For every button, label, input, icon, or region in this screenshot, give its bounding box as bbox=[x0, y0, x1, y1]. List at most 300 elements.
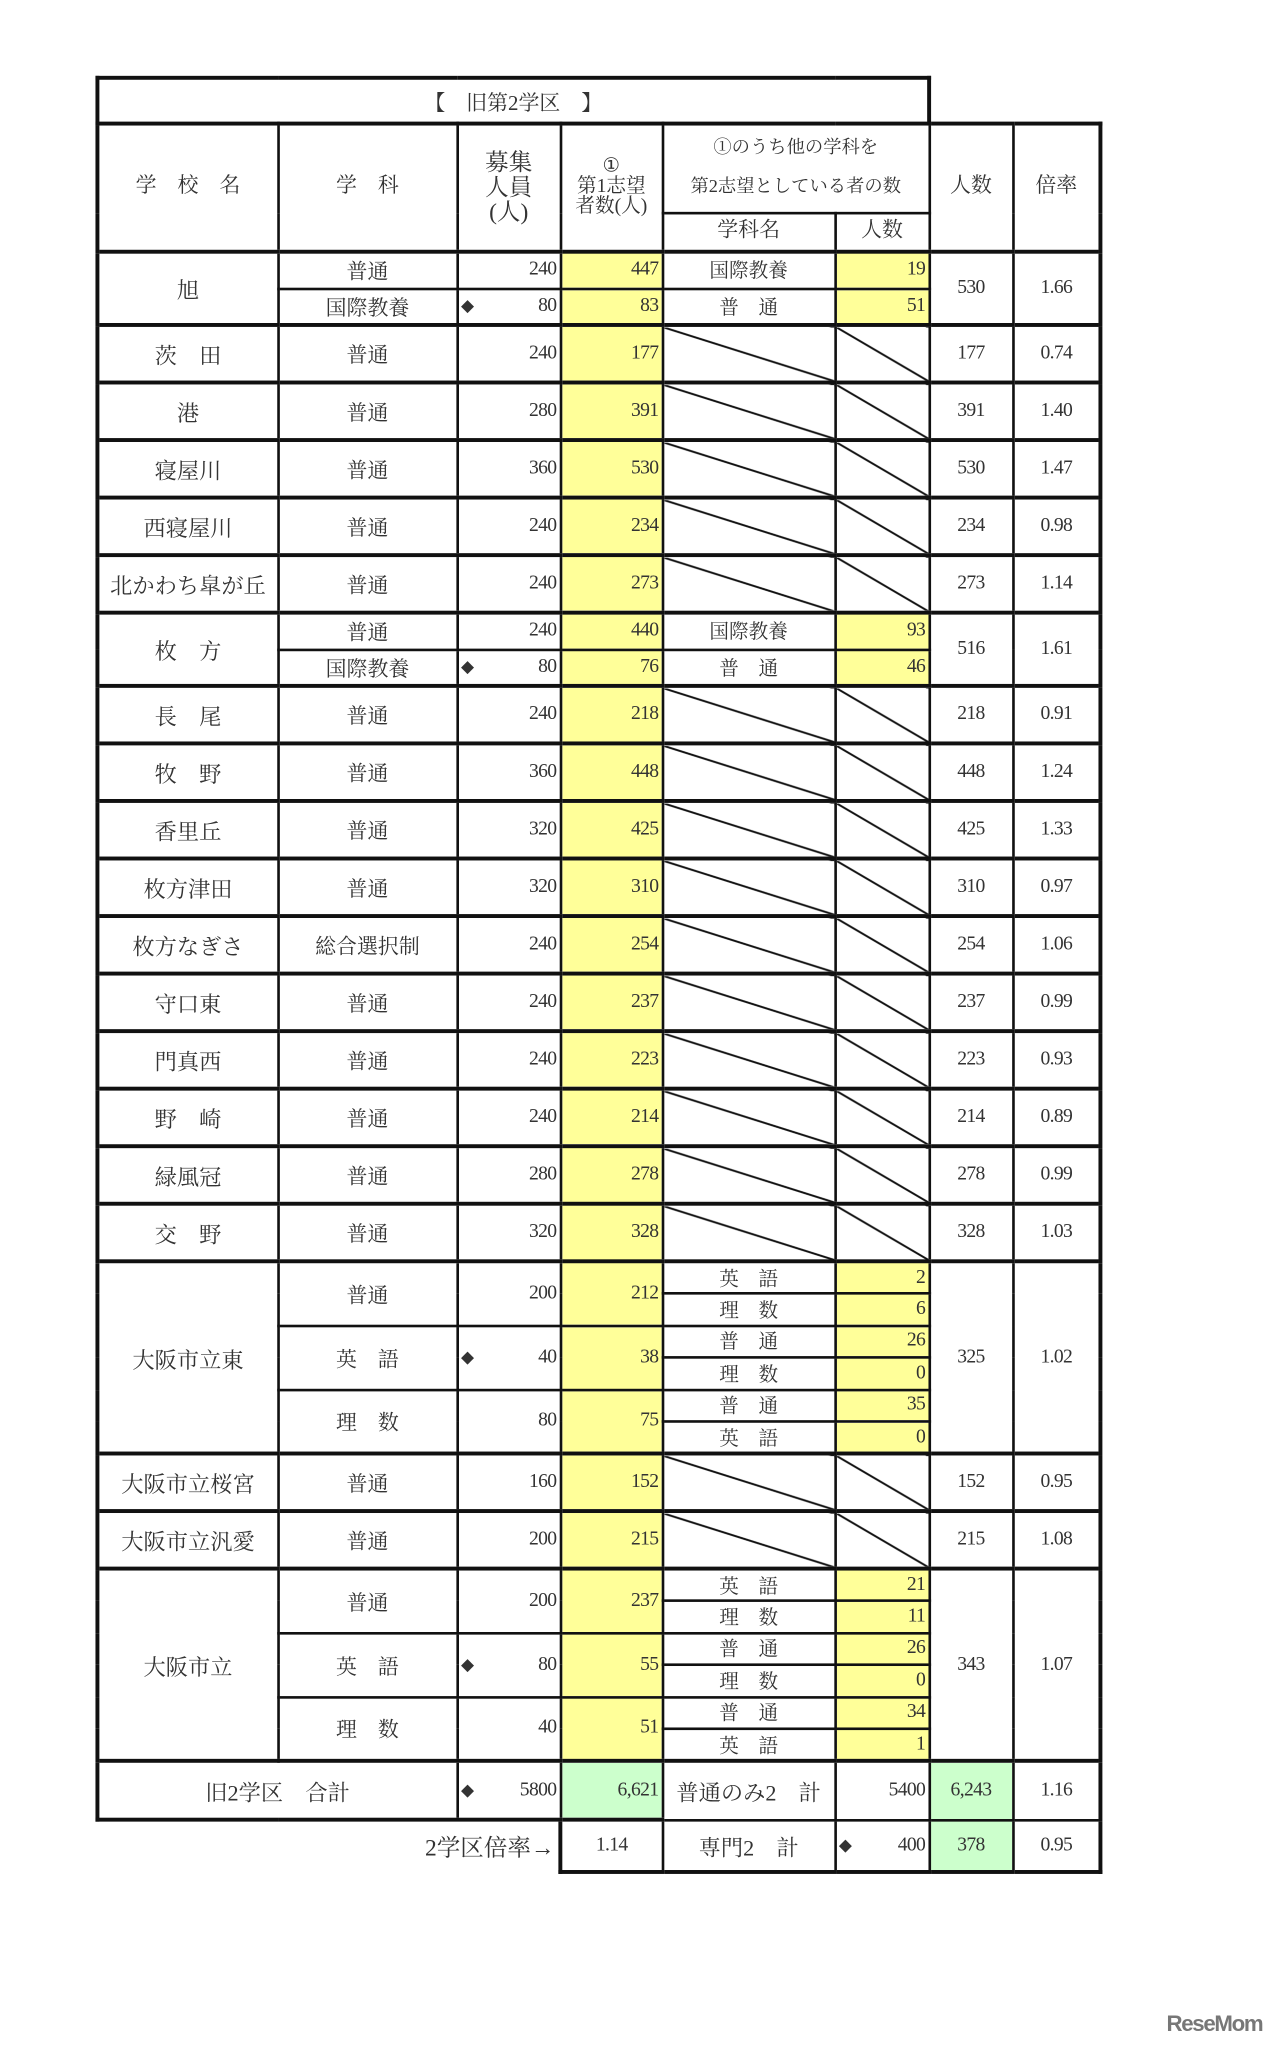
header-second-count: 人数 bbox=[835, 213, 929, 252]
first-choice-count-text: 83 bbox=[640, 295, 659, 317]
second-choice-count bbox=[835, 613, 929, 650]
second-choice-count-text: 35 bbox=[906, 1394, 926, 1416]
total-count bbox=[929, 743, 1013, 801]
first-choice-count bbox=[560, 1633, 662, 1697]
school-name bbox=[97, 1511, 277, 1569]
total-count bbox=[929, 1454, 1013, 1512]
dept-name bbox=[278, 440, 457, 498]
second-choice-count bbox=[835, 1293, 929, 1325]
dept-name-text: 普通 bbox=[346, 763, 389, 786]
capacity bbox=[457, 383, 560, 441]
total-count-text: 310 bbox=[957, 876, 985, 898]
table-row bbox=[97, 325, 1100, 383]
school-name-text: 大阪市立汎愛 bbox=[121, 1530, 255, 1555]
total-count-text: 273 bbox=[957, 572, 985, 594]
special-label-text: 専門2 計 bbox=[698, 1835, 799, 1861]
second-choice-dept bbox=[662, 288, 835, 325]
capacity-text: 240 bbox=[528, 1106, 557, 1128]
capacity-text: 320 bbox=[528, 876, 557, 898]
second-choice-count-text: 51 bbox=[906, 295, 926, 317]
general-capacity bbox=[835, 1761, 929, 1820]
school-name-text: 枚 方 bbox=[154, 639, 222, 665]
second-choice-none bbox=[662, 440, 835, 498]
ratio-text: 1.61 bbox=[1040, 638, 1073, 660]
school-name-text: 野 崎 bbox=[154, 1107, 222, 1133]
school-name-text: 守口東 bbox=[154, 992, 222, 1018]
table-row bbox=[97, 1261, 1100, 1293]
school-name bbox=[97, 325, 277, 383]
second-choice-count bbox=[835, 1421, 929, 1453]
dept-name bbox=[278, 613, 457, 650]
dept-name-text: 普通 bbox=[346, 1166, 389, 1189]
second-choice-dept bbox=[662, 1729, 835, 1761]
total-count-text: 530 bbox=[957, 457, 985, 479]
capacity-text: 40 bbox=[538, 1346, 557, 1368]
first-choice-count-text: 310 bbox=[630, 876, 659, 898]
ratio-text: 0.74 bbox=[1040, 342, 1073, 364]
school-name-text: 枚方なぎさ bbox=[132, 935, 244, 960]
dept-name-text: 普通 bbox=[346, 261, 389, 285]
capacity-text: 200 bbox=[528, 1528, 557, 1550]
ratio bbox=[1013, 1454, 1101, 1512]
first-choice-count bbox=[560, 743, 662, 801]
total-count-text: 254 bbox=[957, 933, 985, 955]
header-ratio: 倍率 bbox=[1013, 124, 1101, 252]
first-choice-count-text: 218 bbox=[630, 703, 659, 725]
dept-name bbox=[278, 1697, 457, 1761]
capacity bbox=[457, 288, 560, 325]
second-choice-dept bbox=[662, 1325, 835, 1357]
table-row bbox=[97, 252, 1100, 289]
special-total-text: 378 bbox=[957, 1834, 985, 1856]
ratio-text: 1.06 bbox=[1040, 933, 1073, 955]
first-choice-count bbox=[560, 1389, 662, 1453]
school-name-text: 北かわち皐が丘 bbox=[110, 574, 266, 599]
second-count-none bbox=[835, 801, 929, 859]
capacity-text: 320 bbox=[528, 818, 557, 840]
special-ratio-text: 0.95 bbox=[1040, 1834, 1073, 1856]
second-choice-count bbox=[835, 1601, 929, 1633]
resemom-logo: ReseMom bbox=[1166, 2011, 1263, 2037]
total-count-text: 214 bbox=[957, 1106, 985, 1128]
ratio-text: 1.14 bbox=[1040, 572, 1073, 594]
table-row bbox=[97, 1089, 1100, 1147]
first-choice-count bbox=[560, 1261, 662, 1325]
first-choice-count bbox=[560, 916, 662, 974]
school-name-text: 港 bbox=[176, 401, 200, 427]
dept-name-text: 普通 bbox=[346, 517, 389, 541]
first-choice-count-text: 447 bbox=[630, 259, 659, 281]
first-choice-count bbox=[560, 288, 662, 325]
dept-name bbox=[278, 1569, 457, 1633]
second-choice-count-text: 34 bbox=[906, 1701, 926, 1723]
table-row bbox=[97, 440, 1100, 498]
total-count bbox=[929, 1146, 1013, 1204]
general-capacity-text: 5400 bbox=[888, 1779, 926, 1801]
table-row bbox=[97, 974, 1100, 1032]
total-count bbox=[929, 1089, 1013, 1147]
first-choice-count bbox=[560, 974, 662, 1032]
capacity bbox=[457, 1325, 560, 1389]
second-choice-dept-text: 国際教養 bbox=[709, 261, 788, 283]
first-choice-count-text: 448 bbox=[630, 761, 659, 783]
second-choice-dept-text: 普 通 bbox=[719, 1704, 779, 1726]
dept-name-text: 普通 bbox=[346, 345, 389, 368]
second-choice-count bbox=[835, 288, 929, 325]
second-choice-count bbox=[835, 1261, 929, 1293]
table-row bbox=[97, 1569, 1100, 1601]
first-choice-count bbox=[560, 325, 662, 383]
school-name bbox=[97, 743, 277, 801]
school-name bbox=[97, 1261, 277, 1453]
general-total-text: 6,243 bbox=[950, 1779, 992, 1801]
dept-name bbox=[278, 1633, 457, 1697]
second-choice-none bbox=[662, 1511, 835, 1569]
second-count-none bbox=[835, 325, 929, 383]
dept-name bbox=[278, 916, 457, 974]
ratio-text: 0.97 bbox=[1040, 876, 1073, 898]
second-choice-count-text: 19 bbox=[906, 259, 926, 281]
first-choice-count-text: 223 bbox=[630, 1048, 659, 1070]
school-name-text: 西寝屋川 bbox=[143, 516, 233, 542]
ratio-text: 1.33 bbox=[1040, 818, 1073, 840]
first-choice-count bbox=[560, 1569, 662, 1633]
second-choice-none bbox=[662, 1454, 835, 1512]
dept-name bbox=[278, 1511, 457, 1569]
dept-name-text: 理 数 bbox=[336, 1412, 399, 1435]
dept-name-text: 普通 bbox=[346, 575, 389, 598]
second-count-none bbox=[835, 974, 929, 1032]
blank-cell bbox=[929, 78, 1100, 124]
first-choice-count bbox=[560, 498, 662, 556]
total-count bbox=[929, 440, 1013, 498]
dept-name-text: 普通 bbox=[346, 706, 389, 729]
capacity bbox=[457, 1511, 560, 1569]
first-choice-count-text: 152 bbox=[630, 1471, 659, 1493]
table-row bbox=[97, 613, 1100, 650]
district-ratio-label-text: 2学区倍率→ bbox=[425, 1835, 555, 1862]
totals-label bbox=[97, 1761, 457, 1820]
first-choice-count-text: 177 bbox=[630, 342, 659, 364]
second-choice-count-text: 1 bbox=[916, 1733, 926, 1755]
ratio bbox=[1013, 440, 1101, 498]
second-choice-dept bbox=[662, 1601, 835, 1633]
second-choice-none bbox=[662, 1089, 835, 1147]
diamond-marker: ◆ bbox=[460, 1653, 474, 1674]
table-row bbox=[97, 555, 1100, 613]
second-choice-dept-text: 普 通 bbox=[719, 297, 779, 319]
first-choice-count-text: 55 bbox=[640, 1653, 659, 1675]
table-row bbox=[97, 1031, 1100, 1089]
capacity bbox=[457, 801, 560, 859]
general-label bbox=[662, 1761, 835, 1820]
ratio-text: 1.07 bbox=[1040, 1653, 1073, 1675]
total-count bbox=[929, 974, 1013, 1032]
ratio-text: 0.91 bbox=[1040, 703, 1073, 725]
capacity bbox=[457, 1569, 560, 1633]
table-row bbox=[97, 859, 1100, 917]
school-name-text: 門真西 bbox=[154, 1050, 222, 1075]
capacity-text: 280 bbox=[528, 1163, 557, 1185]
second-count-none bbox=[835, 555, 929, 613]
second-choice-count-text: 21 bbox=[906, 1573, 926, 1595]
ratio-text: 0.99 bbox=[1040, 1163, 1073, 1185]
header-capacity: 募集 人員 (人) bbox=[457, 124, 560, 252]
second-count-none bbox=[835, 498, 929, 556]
first-choice-count-text: 38 bbox=[640, 1346, 659, 1368]
second-count-none bbox=[835, 859, 929, 917]
capacity-text: 200 bbox=[528, 1282, 557, 1304]
total-count-text: 177 bbox=[957, 342, 985, 364]
totals-capacity-text: 5800 bbox=[519, 1779, 557, 1801]
table-row bbox=[97, 916, 1100, 974]
school-name-text: 茨 田 bbox=[154, 343, 222, 369]
second-choice-count bbox=[835, 252, 929, 289]
school-name-text: 枚方津田 bbox=[143, 877, 233, 903]
second-choice-dept-text: 英 語 bbox=[719, 1269, 779, 1291]
capacity bbox=[457, 1146, 560, 1204]
diamond-marker: ◆ bbox=[460, 1346, 474, 1366]
table-row bbox=[97, 801, 1100, 859]
table-row bbox=[97, 1454, 1100, 1512]
header-dept: 学 科 bbox=[278, 124, 457, 252]
school-name bbox=[97, 1454, 277, 1512]
total-count bbox=[929, 613, 1013, 686]
first-choice-count-text: 328 bbox=[630, 1221, 659, 1243]
capacity-text: 160 bbox=[528, 1471, 557, 1493]
second-choice-dept bbox=[662, 1293, 835, 1325]
second-count-none bbox=[835, 743, 929, 801]
first-choice-count-text: 214 bbox=[630, 1106, 659, 1128]
totals-first-choice-text: 6,621 bbox=[617, 1779, 659, 1801]
ratio-text: 0.98 bbox=[1040, 515, 1073, 537]
second-choice-dept-text: 英 語 bbox=[719, 1735, 779, 1757]
capacity bbox=[457, 859, 560, 917]
second-count-none bbox=[835, 1204, 929, 1262]
capacity-text: 240 bbox=[528, 572, 557, 594]
first-choice-count-text: 425 bbox=[630, 818, 659, 840]
table-row bbox=[97, 743, 1100, 801]
special-total bbox=[929, 1820, 1013, 1872]
first-choice-count-text: 237 bbox=[630, 991, 659, 1013]
second-choice-dept bbox=[662, 649, 835, 686]
total-count bbox=[929, 1569, 1013, 1761]
second-choice-none bbox=[662, 325, 835, 383]
capacity-text: 320 bbox=[528, 1221, 557, 1243]
total-count-text: 530 bbox=[957, 277, 985, 299]
second-choice-dept-text: 理 数 bbox=[719, 1672, 779, 1694]
total-count-text: 234 bbox=[957, 515, 985, 537]
dept-name bbox=[278, 1031, 457, 1089]
second-choice-dept-text: 普 通 bbox=[719, 1396, 779, 1418]
school-name-text: 寝屋川 bbox=[154, 459, 222, 484]
total-count bbox=[929, 1261, 1013, 1453]
header-total: 人数 bbox=[929, 124, 1013, 252]
dept-name-text: 国際教養 bbox=[325, 297, 410, 321]
total-count-text: 328 bbox=[957, 1221, 985, 1243]
special-capacity-text: 400 bbox=[897, 1834, 926, 1856]
first-choice-count bbox=[560, 801, 662, 859]
special-capacity bbox=[835, 1820, 929, 1872]
first-choice-count-text: 278 bbox=[630, 1163, 659, 1185]
second-choice-count-text: 0 bbox=[916, 1669, 926, 1691]
capacity bbox=[457, 1204, 560, 1262]
capacity-text: 240 bbox=[528, 1048, 557, 1070]
first-choice-count-text: 215 bbox=[630, 1528, 659, 1550]
first-choice-count-text: 76 bbox=[640, 656, 659, 678]
capacity bbox=[457, 916, 560, 974]
ratio-text: 0.89 bbox=[1040, 1106, 1073, 1128]
capacity-text: 360 bbox=[528, 761, 557, 783]
first-choice-count bbox=[560, 1325, 662, 1389]
capacity-text: 240 bbox=[528, 933, 557, 955]
school-name-text: 旭 bbox=[176, 278, 200, 304]
capacity bbox=[457, 1031, 560, 1089]
dept-name bbox=[278, 1204, 457, 1262]
second-choice-dept-text: 普 通 bbox=[719, 1332, 779, 1354]
general-total bbox=[929, 1761, 1013, 1820]
general-ratio bbox=[1013, 1761, 1101, 1820]
second-choice-none bbox=[662, 686, 835, 744]
dept-name-text: 普通 bbox=[346, 1285, 389, 1308]
second-choice-none bbox=[662, 801, 835, 859]
second-choice-dept-text: 英 語 bbox=[719, 1428, 779, 1450]
total-count bbox=[929, 325, 1013, 383]
first-choice-count bbox=[560, 1697, 662, 1761]
ratio-text: 1.03 bbox=[1040, 1221, 1073, 1243]
first-choice-count-text: 440 bbox=[630, 620, 659, 642]
capacity bbox=[457, 440, 560, 498]
second-choice-count-text: 93 bbox=[906, 620, 926, 642]
second-choice-count bbox=[835, 1697, 929, 1729]
school-name-text: 長 尾 bbox=[154, 704, 222, 730]
second-choice-count-text: 2 bbox=[916, 1266, 926, 1288]
ratio-text: 1.24 bbox=[1040, 761, 1073, 783]
dept-name-text: 英 語 bbox=[336, 1348, 399, 1372]
dept-name-text: 理 数 bbox=[336, 1719, 399, 1743]
ratio bbox=[1013, 252, 1101, 325]
total-count-text: 223 bbox=[957, 1048, 985, 1070]
second-choice-dept bbox=[662, 252, 835, 289]
school-name-text: 大阪市立桜宮 bbox=[121, 1472, 255, 1498]
second-count-none bbox=[835, 440, 929, 498]
special-label bbox=[662, 1820, 835, 1872]
ratio-text: 0.99 bbox=[1040, 991, 1073, 1013]
dept-name bbox=[278, 743, 457, 801]
table-row bbox=[97, 1146, 1100, 1204]
second-count-none bbox=[835, 1031, 929, 1089]
capacity-text: 280 bbox=[528, 400, 557, 422]
ratio bbox=[1013, 325, 1101, 383]
table-row bbox=[97, 1511, 1100, 1569]
capacity bbox=[457, 1697, 560, 1761]
total-count bbox=[929, 383, 1013, 441]
first-choice-count bbox=[560, 1089, 662, 1147]
total-count-text: 343 bbox=[957, 1653, 985, 1675]
capacity bbox=[457, 974, 560, 1032]
ratio bbox=[1013, 498, 1101, 556]
capacity-text: 240 bbox=[528, 259, 557, 281]
school-name bbox=[97, 252, 277, 325]
second-choice-dept-text: 英 語 bbox=[719, 1576, 779, 1598]
second-choice-none bbox=[662, 743, 835, 801]
total-count-text: 218 bbox=[957, 703, 985, 725]
capacity-text: 240 bbox=[528, 703, 557, 725]
school-name bbox=[97, 974, 277, 1032]
first-choice-count bbox=[560, 1204, 662, 1262]
dept-name bbox=[278, 1454, 457, 1512]
total-count-text: 215 bbox=[957, 1528, 985, 1550]
school-name-text: 香里丘 bbox=[154, 819, 222, 845]
school-name bbox=[97, 613, 277, 686]
second-choice-none bbox=[662, 498, 835, 556]
ratio bbox=[1013, 686, 1101, 744]
first-choice-count bbox=[560, 252, 662, 289]
second-count-none bbox=[835, 383, 929, 441]
capacity bbox=[457, 743, 560, 801]
first-choice-count-text: 391 bbox=[630, 400, 659, 422]
totals-first-choice bbox=[560, 1761, 662, 1820]
total-count-text: 425 bbox=[957, 818, 985, 840]
capacity bbox=[457, 1389, 560, 1453]
first-choice-count bbox=[560, 555, 662, 613]
second-choice-none bbox=[662, 1146, 835, 1204]
dept-name-text: 普通 bbox=[346, 622, 389, 646]
dept-name bbox=[278, 859, 457, 917]
dept-name-text: 普通 bbox=[346, 460, 389, 483]
school-name bbox=[97, 383, 277, 441]
table-title: 【 旧第2学区 】 bbox=[97, 78, 929, 124]
dept-name bbox=[278, 1261, 457, 1325]
dept-name bbox=[278, 801, 457, 859]
dept-name-text: 普通 bbox=[346, 1592, 389, 1615]
capacity-text: 240 bbox=[528, 515, 557, 537]
second-choice-none bbox=[662, 383, 835, 441]
dept-name-text: 国際教養 bbox=[325, 658, 410, 681]
diamond-marker: ◆ bbox=[460, 656, 474, 676]
capacity-text: 80 bbox=[538, 1653, 557, 1675]
second-choice-count bbox=[835, 649, 929, 686]
second-choice-dept bbox=[662, 1421, 835, 1453]
diamond-marker: ◆ bbox=[460, 295, 474, 315]
total-count-text: 237 bbox=[957, 991, 985, 1013]
dept-name bbox=[278, 288, 457, 325]
dept-name-text: 普通 bbox=[346, 1473, 389, 1497]
dept-name bbox=[278, 649, 457, 686]
second-choice-dept-text: 理 数 bbox=[719, 1364, 779, 1386]
second-choice-count-text: 0 bbox=[916, 1426, 926, 1447]
general-label-text: 普通のみ2 計 bbox=[676, 1780, 821, 1806]
ratio bbox=[1013, 916, 1101, 974]
first-choice-count-text: 254 bbox=[630, 933, 659, 955]
capacity bbox=[457, 252, 560, 289]
second-choice-count bbox=[835, 1389, 929, 1421]
ratio bbox=[1013, 555, 1101, 613]
second-choice-dept bbox=[662, 1261, 835, 1293]
school-name bbox=[97, 555, 277, 613]
ratio-text: 1.02 bbox=[1040, 1346, 1073, 1368]
district-ratio-text: 1.14 bbox=[595, 1834, 628, 1856]
second-choice-dept bbox=[662, 1357, 835, 1389]
district-ratio-label bbox=[97, 1820, 560, 1872]
dept-name bbox=[278, 1325, 457, 1389]
second-choice-none bbox=[662, 974, 835, 1032]
second-count-none bbox=[835, 1089, 929, 1147]
ratio bbox=[1013, 1204, 1101, 1262]
dept-name-text: 普通 bbox=[346, 993, 389, 1017]
school-name-text: 大阪市立 bbox=[143, 1654, 233, 1680]
first-choice-count-text: 75 bbox=[640, 1410, 659, 1431]
